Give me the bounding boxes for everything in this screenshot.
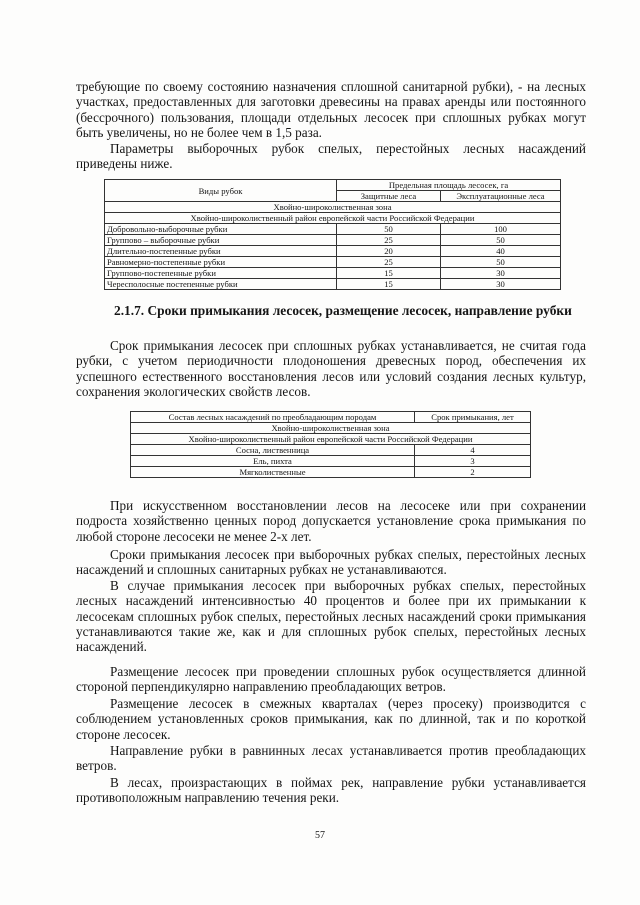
header-protective-forests: Защитные леса bbox=[337, 191, 441, 202]
zone-label: Хвойно-широколиственная зона bbox=[105, 202, 561, 213]
adjacency-term-table bbox=[130, 411, 531, 478]
exploitation-area: 40 bbox=[441, 246, 561, 257]
exploitation-area: 50 bbox=[441, 235, 561, 246]
adjacency-term: 3 bbox=[415, 456, 531, 467]
paragraph-7: Размещение лесосек при проведении сплошных рубок осуществляется длинной стороной перпендикулярно направлению преобладающих ветров. bbox=[76, 664, 586, 695]
cutting-kind: Длительно-постепенные рубки bbox=[105, 246, 337, 257]
exploitation-area: 100 bbox=[441, 224, 561, 235]
table-row bbox=[131, 467, 531, 478]
zone-row bbox=[131, 423, 531, 434]
header-composition: Состав лесных насаждений по преобладающим породам bbox=[131, 412, 415, 423]
region-row bbox=[131, 434, 531, 445]
paragraph-5: Сроки примыкания лесосек при выборочных рубках спелых, перестойных лесных насаждений и сплошных санитарных рубках не устанавливаются. bbox=[76, 547, 586, 578]
zone-row bbox=[105, 202, 561, 213]
paragraph-8: Размещение лесосек в смежных кварталах (через просеку) производится с соблюдением установленных сроков примыкания, как по длинной, так и по короткой стороне лесосек. bbox=[76, 696, 586, 742]
paragraph-10: В лесах, произрастающих в поймах рек, направление рубки устанавливается противоположным направлению течения реки. bbox=[76, 775, 586, 806]
table-row bbox=[105, 257, 561, 268]
cutting-area-table bbox=[104, 179, 561, 290]
protective-area: 25 bbox=[337, 235, 441, 246]
exploitation-area: 50 bbox=[441, 257, 561, 268]
protective-area: 50 bbox=[337, 224, 441, 235]
table-row bbox=[131, 456, 531, 467]
cutting-kind: Добровольно-выборочные рубки bbox=[105, 224, 337, 235]
cutting-kind: Группово – выборочные рубки bbox=[105, 235, 337, 246]
table-row bbox=[105, 268, 561, 279]
paragraph-9: Направление рубки в равнинных лесах устанавливается против преобладающих ветров. bbox=[76, 743, 586, 774]
paragraph-3: Срок примыкания лесосек при сплошных рубках устанавливается, не считая года рубки, с учетом периодичности плодоношения древесных пород, обеспечения их успешного естественного восстановления лесов или условий создания лесных культур, сохранения экологических свойств лесов. bbox=[76, 338, 586, 399]
forest-composition: Ель, пихта bbox=[131, 456, 415, 467]
protective-area: 20 bbox=[337, 246, 441, 257]
exploitation-area: 30 bbox=[441, 268, 561, 279]
section-number: 2.1.7. bbox=[114, 303, 145, 318]
section-title: Сроки примыкания лесосек, размещение лесосек, направление рубки bbox=[147, 303, 572, 318]
table-row bbox=[105, 235, 561, 246]
table-row bbox=[105, 224, 561, 235]
forest-composition: Мягколиственные bbox=[131, 467, 415, 478]
page-number: 57 bbox=[315, 830, 325, 841]
header-exploitation-forests: Эксплуатационные леса bbox=[441, 191, 561, 202]
paragraph-2: Параметры выборочных рубок спелых, перестойных лесных насаждений приведены ниже. bbox=[76, 141, 586, 172]
section-heading bbox=[76, 303, 586, 318]
paragraph-6: В случае примыкания лесосек при выборочных рубках спелых, перестойных лесных насаждений интенсивностью 40 процентов и более при их примыкании к лесосекам сплошных рубок спелых, перестойных лесных насаждений сроки примыкания устанавливаются такие же, как и для сплошных рубок спелых, перестойных лесных насаждений. bbox=[76, 578, 586, 655]
table-row bbox=[105, 246, 561, 257]
zone-label: Хвойно-широколиственная зона bbox=[131, 423, 531, 434]
cutting-kind: Группово-постепенные рубки bbox=[105, 268, 337, 279]
header-adjacency-term: Срок примыкания, лет bbox=[415, 412, 531, 423]
cutting-kind: Чересполосные постепенные рубки bbox=[105, 279, 337, 290]
paragraph-1: требующие по своему состоянию назначения сплошной санитарной рубки), - на лесных участках, предоставленных для заготовки древесины на правах аренды или постоянного (бессрочного) пользования, площади отдельных лесосек при сплошных рубках могут быть увеличены, но не более чем в 1,5 раза. bbox=[76, 79, 586, 140]
region-label: Хвойно-широколиственный район европейской части Российской Федерации bbox=[105, 213, 561, 224]
table-row bbox=[131, 445, 531, 456]
cutting-kind: Равномерно-постепенные рубки bbox=[105, 257, 337, 268]
paragraph-4: При искусственном восстановлении лесов на лесосеке или при сохранении подроста хозяйственно ценных пород допускается установление срока примыкания по любой стороне лесосеки не менее 2-х лет. bbox=[76, 498, 586, 544]
header-cutting-kind: Виды рубок bbox=[105, 180, 337, 202]
region-row bbox=[105, 213, 561, 224]
table-header-row bbox=[131, 412, 531, 423]
adjacency-term: 2 bbox=[415, 467, 531, 478]
protective-area: 15 bbox=[337, 279, 441, 290]
forest-composition: Сосна, лиственница bbox=[131, 445, 415, 456]
protective-area: 15 bbox=[337, 268, 441, 279]
region-label: Хвойно-широколиственный район европейской части Российской Федерации bbox=[131, 434, 531, 445]
table-row bbox=[105, 279, 561, 290]
adjacency-term: 4 bbox=[415, 445, 531, 456]
exploitation-area: 30 bbox=[441, 279, 561, 290]
protective-area: 25 bbox=[337, 257, 441, 268]
table-header-row bbox=[105, 180, 561, 191]
header-max-area: Предельная площадь лесосек, га bbox=[337, 180, 561, 191]
